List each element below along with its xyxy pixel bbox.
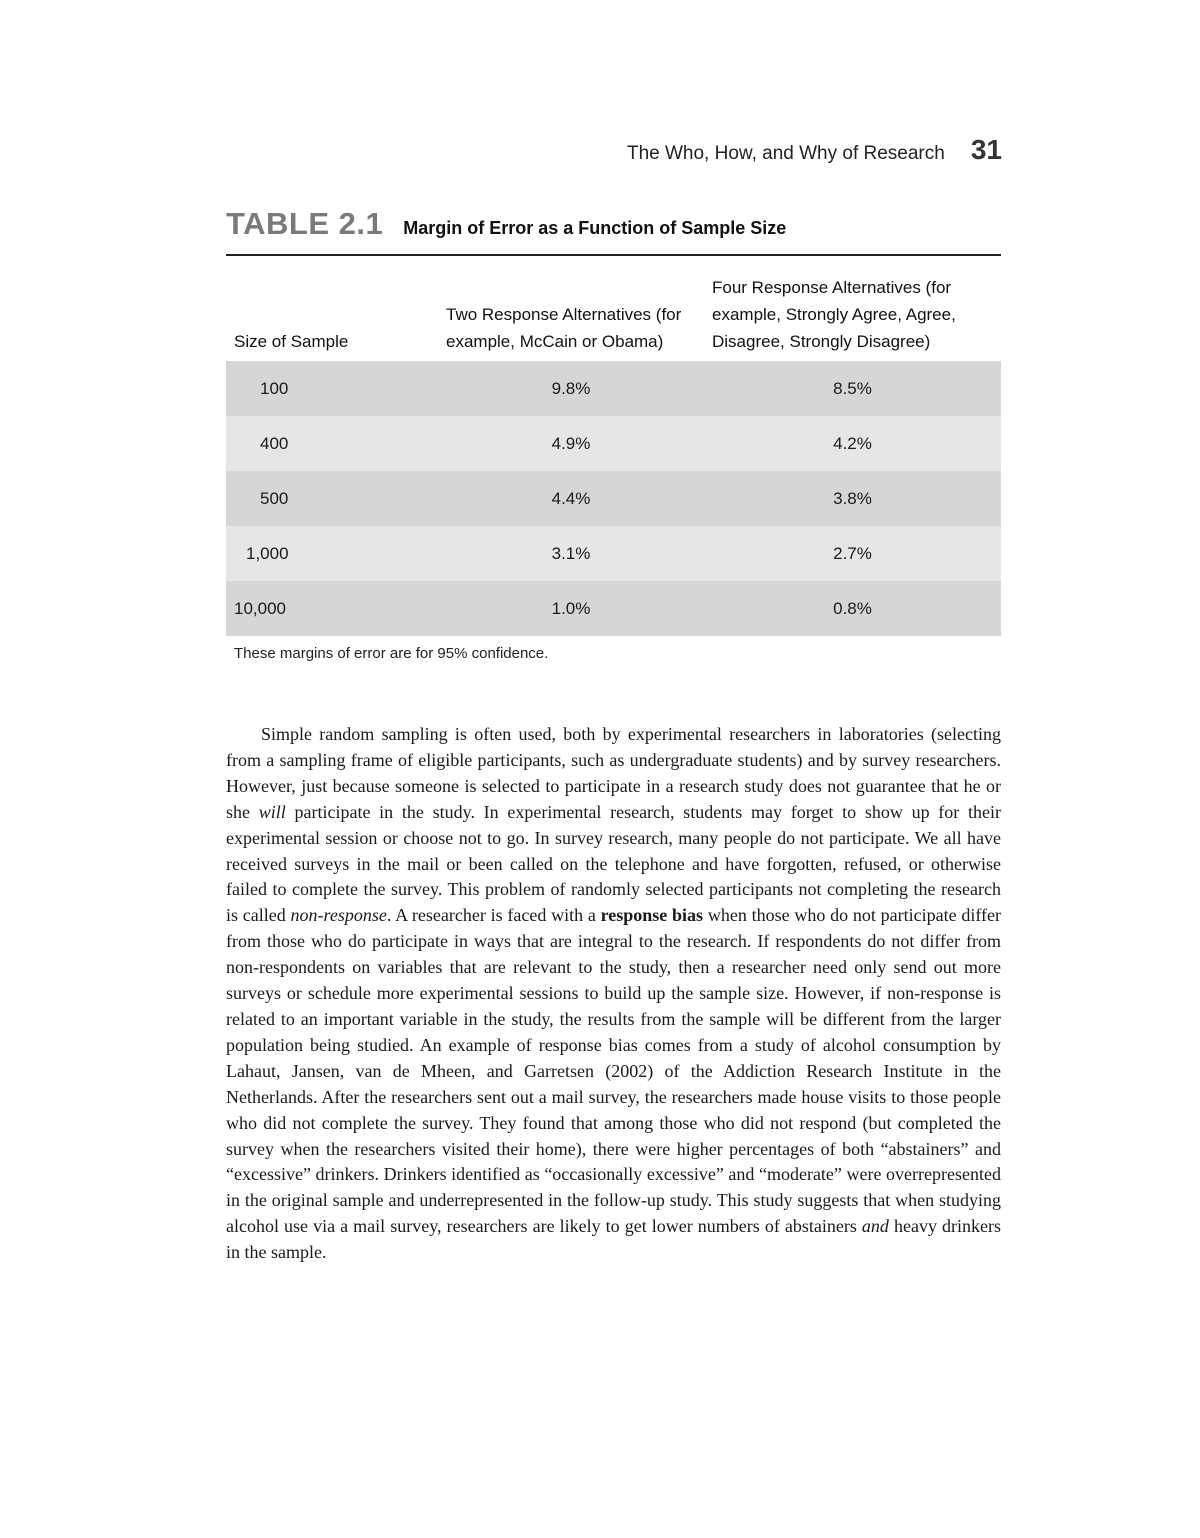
cell-four: 8.5% <box>704 361 1001 416</box>
table-row <box>226 526 1001 581</box>
table-label: TABLE 2.1 <box>226 206 384 241</box>
table-top-rule <box>226 254 1001 256</box>
cell-size: 1,000 <box>226 526 438 581</box>
header-two-alternatives: Two Response Alternatives (for example, McCain or Obama) <box>446 305 682 351</box>
emphasis-non-response: non-response <box>290 905 387 926</box>
key-term-response-bias: response bias <box>600 905 704 926</box>
body-text-part: participate in the study. In experimental research, students may forget to show up for their experimental session or choose not to go. In survey research, many people do not participate. We all have received surveys in the mail or been called on the telephone and have forgotten, refused, or otherwise failed to complete the survey. This problem of randomly selected participants not completing the research is called <box>226 801 1001 926</box>
table-caption <box>226 206 1002 242</box>
emphasis-will: will <box>258 801 286 822</box>
cell-four: 3.8% <box>704 471 1001 526</box>
body-text-part: Simple random sampling is often used, both by experimental researchers in laboratories (selecting from a sampling frame of eligible participants, such as undergraduate students) and by survey researchers. However, just because someone is selected to participate in a research study does not guarantee that he or she <box>226 724 1001 822</box>
header-size-of-sample: Size of Sample <box>234 332 349 351</box>
margin-of-error-table <box>226 258 1001 636</box>
table-row <box>226 581 1001 636</box>
body-text-part: . A researcher is faced with a <box>386 905 601 926</box>
cell-two: 3.1% <box>438 526 704 581</box>
running-head-title: The Who, How, and Why of Research <box>626 143 945 164</box>
cell-size: 400 <box>226 416 438 471</box>
body-text-part: when those who do not participate differ from those who do participate in ways that are integral to the research. If respondents do not differ from non-respondents on variables that are relevant to the study, then a researcher need only send out more surveys or schedule more experimental sessions to build up the sample size. However, if non-response is related to an important variable in the study, the results from the sample will be different from the larger population being studied. An example of response bias comes from a study of alcohol consumption by Lahaut, Jansen, van de Mheen, and Garretsen (2002) of the Addiction Research Institute in the Netherlands. After the researchers sent out a mail survey, the researchers made house visits to those people who did not complete the survey. They found that among those who did not respond (but completed the survey when the researchers visited their home), there were higher percentages of both “abstainers” and “excessive” drinkers. Drinkers identified as “occasionally excessive” and “moderate” were overrepresented in the original sample and underrepresented in the follow-up study. This study suggests that when studying alcohol use via a mail survey, researchers are likely to get lower numbers of abstainers <box>226 905 1002 1237</box>
cell-two: 4.9% <box>438 416 704 471</box>
table-row <box>226 361 1001 416</box>
cell-size: 500 <box>226 471 438 526</box>
page-number: 31 <box>970 134 1002 165</box>
table-note: These margins of error are for 95% confidence. <box>234 645 549 662</box>
cell-four: 4.2% <box>704 416 1001 471</box>
cell-two: 4.4% <box>438 471 704 526</box>
cell-four: 0.8% <box>704 581 1001 636</box>
table-row <box>226 471 1001 526</box>
cell-two: 1.0% <box>438 581 704 636</box>
cell-four: 2.7% <box>704 526 1001 581</box>
running-head <box>610 134 1002 166</box>
cell-size: 10,000 <box>226 581 438 636</box>
cell-size: 100 <box>226 361 438 416</box>
body-text-part: heavy drinkers in the sample. <box>226 1216 1001 1263</box>
header-four-alternatives: Four Response Alternatives (for example, Strongly Agree, Agree, Disagree, Strongly Disagree) <box>712 278 956 351</box>
table-title: Margin of Error as a Function of Sample Size <box>403 218 787 238</box>
table-row <box>226 416 1001 471</box>
table-header-row <box>226 258 1001 361</box>
emphasis-and: and <box>861 1216 889 1237</box>
body-paragraph <box>226 722 1001 1266</box>
cell-two: 9.8% <box>438 361 704 416</box>
